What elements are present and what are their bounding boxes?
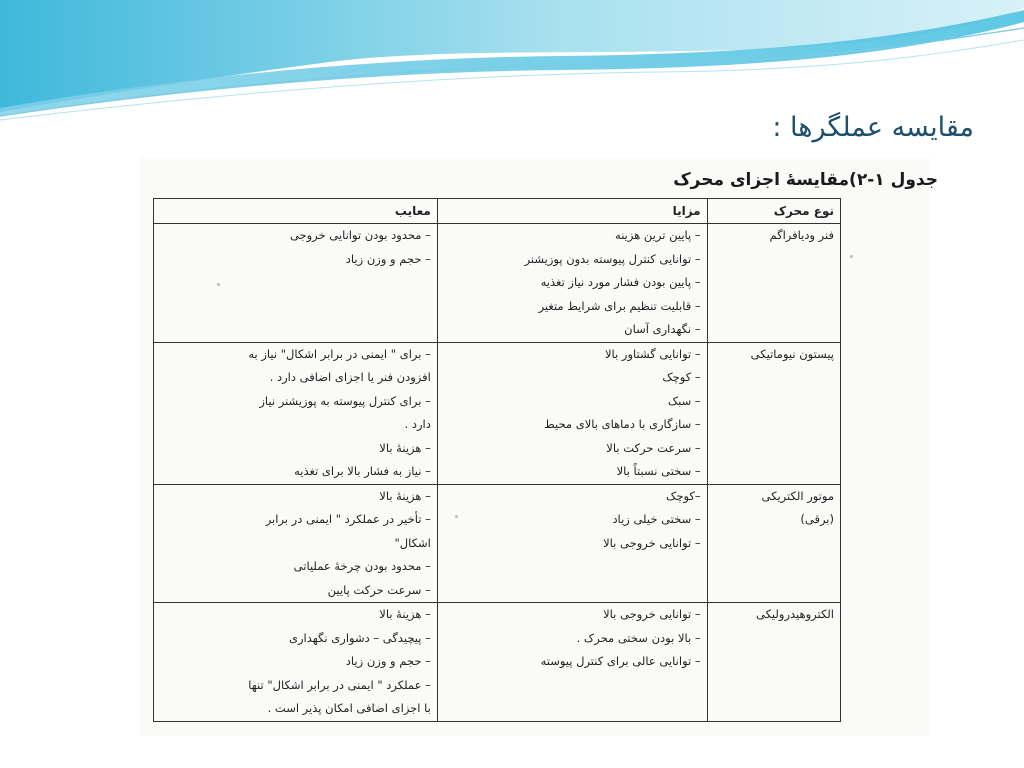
- cell-line: اشکال": [394, 535, 431, 550]
- cell-line: – نیاز به فشار بالا برای تغذیه: [294, 464, 431, 478]
- table-row: [154, 224, 841, 343]
- cell-line: – سبک: [667, 393, 701, 408]
- disadvantages-cell: [154, 603, 438, 722]
- table-row: [154, 603, 841, 722]
- cell-line: – سختی خیلی زیاد: [612, 512, 701, 526]
- advantages-cell: [437, 484, 707, 603]
- cell-line: – توانایی گشتاور بالا: [605, 346, 701, 361]
- actuator-comparison-table: [153, 198, 841, 722]
- motor-type-cell: [707, 484, 840, 603]
- cell-line: – حجم و وزن زیاد: [345, 251, 431, 266]
- cell-line: – محدود بودن چرخهٔ عملیاتی: [293, 559, 431, 573]
- cell-line: – سختی نسبتاً بالا: [616, 464, 701, 478]
- cell-line: – پایین بودن فشار مورد نیاز تغذیه: [540, 275, 701, 289]
- cell-line: – سازگاری با دماهای بالای محیط: [544, 417, 701, 431]
- header-motor-type: نوع محرک: [707, 199, 840, 224]
- header-advantages: مزایا: [437, 199, 707, 224]
- slide-title: مقایسه عملگرها :: [772, 112, 974, 143]
- advantages-cell: [437, 342, 707, 484]
- motor-type-cell: [707, 224, 840, 343]
- cell-line: – قابلیت تنظیم برای شرایط متغیر: [538, 298, 701, 313]
- disadvantages-cell: [154, 342, 438, 484]
- table-header-row: [154, 199, 841, 224]
- cell-line: – سرعت حرکت بالا: [606, 440, 701, 455]
- cell-line: – برای " ایمنی در برابر اشکال" نیاز به: [248, 346, 431, 361]
- header-disadvantages: معایب: [154, 199, 438, 224]
- cell-line: – پیچیدگی – دشواری نگهداری: [288, 630, 431, 645]
- cell-line: – هزینهٔ بالا: [379, 488, 431, 503]
- motor-type-label: موتور الکتریکی: [761, 488, 834, 503]
- disadvantages-cell: [154, 484, 438, 603]
- cell-line: با اجزای اضافی امکان پذیر است .: [267, 701, 431, 715]
- motor-type-label: (برقی): [800, 512, 834, 526]
- cell-line: – حجم و وزن زیاد: [345, 654, 431, 668]
- cell-line: –کوچک: [666, 488, 701, 503]
- advantages-cell: [437, 603, 707, 722]
- table-row: [154, 484, 841, 603]
- motor-type-cell: [707, 342, 840, 484]
- cell-line: – نگهداری آسان: [624, 322, 701, 336]
- header-wave-decoration: [0, 0, 1024, 130]
- scan-speck: [850, 255, 853, 258]
- cell-line: افزودن فنر یا اجزای اضافی دارد .: [269, 370, 431, 384]
- cell-line: – هزینهٔ بالا: [379, 607, 431, 621]
- cell-line: – پایین ترین هزینه: [615, 228, 701, 242]
- cell-line: – توانایی عالی برای کنترل پیوسته: [540, 654, 701, 668]
- motor-type-label: فنر ودیافراگم: [769, 228, 834, 242]
- cell-line: دارد .: [404, 417, 431, 431]
- cell-line: – توانایی کنترل پیوسته بدون پوزیشنر: [524, 251, 701, 266]
- cell-line: – توانایی خروجی بالا: [603, 535, 701, 550]
- cell-line: – محدود بودن توانایی خروجی: [289, 228, 431, 242]
- cell-line: – تأخیر در عملکرد " ایمنی در برابر: [265, 512, 431, 526]
- motor-type-label: پیستون نیوماتیکی: [750, 346, 834, 361]
- advantages-cell: [437, 224, 707, 343]
- motor-type-cell: [707, 603, 840, 722]
- cell-line: – سرعت حرکت پایین: [327, 582, 431, 597]
- cell-line: – کوچک: [662, 370, 701, 384]
- motor-type-label: الکتروهیدرولیکی: [755, 607, 834, 621]
- cell-line: – بالا بودن سختی محرک .: [576, 630, 701, 645]
- cell-line: – برای کنترل پیوسته به پوزیشنر نیاز: [259, 393, 431, 408]
- cell-line: – عملکرد " ایمنی در برابر اشکال" تنها: [248, 677, 431, 692]
- disadvantages-cell: [154, 224, 438, 343]
- table-row: [154, 342, 841, 484]
- table-caption: جدول ۱-۲)مقایسهٔ اجزای محرک: [673, 170, 938, 190]
- cell-line: – توانایی خروجی بالا: [603, 607, 701, 621]
- cell-line: – هزینهٔ بالا: [379, 440, 431, 455]
- table-body: [154, 224, 841, 722]
